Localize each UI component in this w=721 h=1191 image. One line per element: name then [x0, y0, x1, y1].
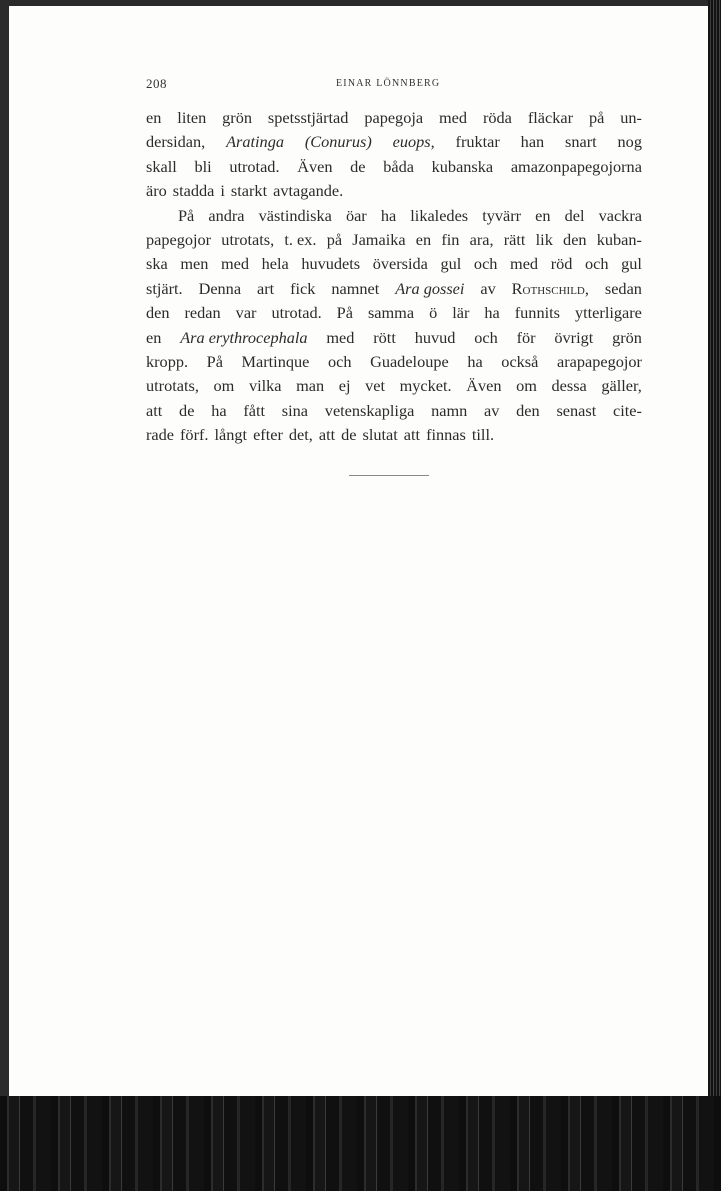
- text-line-11: [146, 350, 642, 374]
- word: slutat: [362, 425, 398, 445]
- word: att: [146, 400, 163, 420]
- word: Martinque: [241, 351, 310, 371]
- word: med: [326, 327, 355, 347]
- word: Även: [297, 156, 333, 176]
- word: amazonpapegojorna: [510, 156, 642, 176]
- word: kuban-: [596, 229, 642, 249]
- word: gul: [621, 254, 642, 274]
- word: ej: [338, 376, 351, 396]
- word: utrotats,: [146, 376, 199, 396]
- word: en: [415, 229, 432, 249]
- word: var: [235, 303, 257, 323]
- word: På: [336, 303, 353, 323]
- word: redan: [184, 303, 221, 323]
- running-head: [146, 76, 642, 96]
- word: del: [564, 205, 585, 225]
- word: Även: [466, 376, 502, 396]
- word: efter: [253, 425, 283, 445]
- word: rade: [146, 425, 175, 445]
- word: tyvärr: [482, 205, 522, 225]
- word: av: [484, 400, 500, 420]
- word: en: [535, 205, 551, 225]
- word: senast: [556, 400, 597, 420]
- word: huvudets: [301, 254, 361, 274]
- word: fruktar: [455, 132, 500, 152]
- word: art: [257, 278, 275, 298]
- word: ö: [429, 303, 438, 323]
- word: stjärt.: [146, 278, 183, 298]
- word: bli: [194, 156, 212, 176]
- word: och: [327, 351, 352, 371]
- word: den: [146, 303, 170, 323]
- word: en: [146, 327, 162, 347]
- word: Jamaika: [352, 229, 406, 249]
- running-head-author: EINAR LÖNNBERG: [336, 78, 441, 89]
- word: gäller,: [601, 376, 642, 396]
- text-line-3: [146, 155, 642, 179]
- word: finnas: [426, 425, 466, 445]
- word: vilka: [248, 376, 282, 396]
- word: ytterligare: [574, 303, 642, 323]
- word: skall: [146, 156, 177, 176]
- word: andra: [208, 205, 245, 225]
- word: och: [473, 254, 498, 274]
- word: gul: [440, 254, 462, 274]
- word: fick: [290, 278, 316, 298]
- word: funnits: [514, 303, 560, 323]
- word: de: [179, 400, 195, 420]
- word: Guadeloupe: [370, 351, 449, 371]
- word: fått: [243, 400, 266, 420]
- word: om: [516, 376, 537, 396]
- word: samma: [367, 303, 415, 323]
- word: dersidan,: [146, 132, 206, 152]
- word: kropp.: [146, 351, 189, 371]
- word: lik: [535, 229, 553, 249]
- word: också: [501, 351, 539, 371]
- word: på: [326, 229, 343, 249]
- word: vet: [365, 376, 385, 396]
- genus-synonym: (Conurus): [304, 132, 372, 152]
- word: det,: [288, 425, 313, 445]
- word: ha: [484, 303, 500, 323]
- word: en: [146, 108, 162, 127]
- word: man: [296, 376, 325, 396]
- word: att: [403, 425, 421, 445]
- text-line-1: [146, 106, 642, 130]
- page-number: 208: [146, 76, 167, 91]
- word: och: [585, 254, 609, 274]
- word: nog: [617, 132, 642, 152]
- word: med: [439, 108, 468, 127]
- text-line-9: [146, 301, 642, 325]
- species-name: Ara erythrocephala: [180, 327, 308, 347]
- word: i: [220, 181, 225, 201]
- word: röd: [550, 254, 573, 274]
- word: spetsstjärtad: [267, 108, 349, 127]
- word: kubanska: [431, 156, 494, 176]
- word: papegoja: [364, 108, 424, 127]
- text-line-4: [146, 179, 642, 203]
- word: västindiska: [258, 205, 332, 225]
- body-text: [146, 106, 642, 447]
- species-name: Ara gossei: [395, 278, 465, 298]
- word: förf.: [180, 425, 209, 445]
- scan-right-border: [708, 0, 721, 1096]
- word: hela: [261, 254, 289, 274]
- word: namn: [431, 400, 468, 420]
- word: sedan: [604, 278, 642, 298]
- book-page: [9, 6, 708, 1096]
- word: de: [341, 425, 357, 445]
- word: namnet: [331, 278, 380, 298]
- author-name: Rothschild,: [511, 278, 589, 298]
- word: ara,: [469, 229, 494, 249]
- word: vetenskapliga: [324, 400, 415, 420]
- text-line-5: [146, 204, 642, 228]
- word: med: [510, 254, 539, 274]
- word: ha: [380, 205, 397, 225]
- word: men: [180, 254, 209, 274]
- word: utrotad.: [271, 303, 322, 323]
- word: för: [516, 327, 536, 347]
- word: den: [516, 400, 540, 420]
- word: av: [480, 278, 496, 298]
- word: grön: [222, 108, 252, 127]
- scan-bottom-border: [0, 1096, 721, 1191]
- text-line-13: [146, 399, 642, 423]
- text-line-12: [146, 374, 642, 398]
- word: papegojor: [146, 229, 212, 249]
- word: På: [178, 205, 195, 225]
- word: grön: [612, 327, 642, 347]
- word: Denna: [198, 278, 242, 298]
- word: utrotats,: [221, 229, 275, 249]
- genus-name: Aratinga: [226, 132, 284, 152]
- word: t. ex.: [284, 229, 317, 249]
- word: mycket.: [399, 376, 452, 396]
- word: arapapegojor: [556, 351, 642, 371]
- word: fin: [441, 229, 460, 249]
- word: huvud: [414, 327, 456, 347]
- text-line-7: [146, 252, 642, 276]
- word: stadda: [172, 181, 215, 201]
- text-line-6: [146, 228, 642, 252]
- word: rätt: [503, 229, 526, 249]
- word: likaledes: [410, 205, 469, 225]
- word: öar: [345, 205, 367, 225]
- word: starkt: [230, 181, 268, 201]
- word: cite-: [613, 400, 642, 420]
- word: han: [520, 132, 545, 152]
- word: de: [350, 156, 366, 176]
- word: På: [206, 351, 223, 371]
- word: ha: [211, 400, 227, 420]
- word: avtagande.: [273, 181, 344, 201]
- end-of-chapter-rule: [349, 475, 429, 476]
- word: och: [474, 327, 498, 347]
- text-line-8: [146, 277, 642, 301]
- word: un-: [620, 108, 642, 127]
- word: ha: [467, 351, 483, 371]
- word: att: [318, 425, 336, 445]
- text-line-2: [146, 130, 642, 154]
- word: äro: [146, 181, 167, 201]
- text-line-14: [146, 423, 642, 447]
- word: utrotad.: [229, 156, 280, 176]
- word: övrigt: [554, 327, 594, 347]
- text-line-10: [146, 326, 642, 350]
- word: snart: [565, 132, 597, 152]
- scan-left-border: [0, 0, 9, 1096]
- word: båda: [383, 156, 414, 176]
- word: om: [213, 376, 235, 396]
- word: lär: [452, 303, 470, 323]
- word: röda: [482, 108, 512, 127]
- word: fläckar: [527, 108, 574, 127]
- word: till.: [471, 425, 495, 445]
- word: översida: [372, 254, 428, 274]
- word: rött: [373, 327, 396, 347]
- word: långt: [214, 425, 248, 445]
- word: liten: [177, 108, 207, 127]
- word: på: [588, 108, 605, 127]
- word: dessa: [551, 376, 587, 396]
- word: den: [563, 229, 587, 249]
- word: ska: [146, 254, 168, 274]
- word: med: [220, 254, 249, 274]
- species-name: euops,: [392, 132, 435, 152]
- word: vackra: [598, 205, 642, 225]
- word: sina: [281, 400, 309, 420]
